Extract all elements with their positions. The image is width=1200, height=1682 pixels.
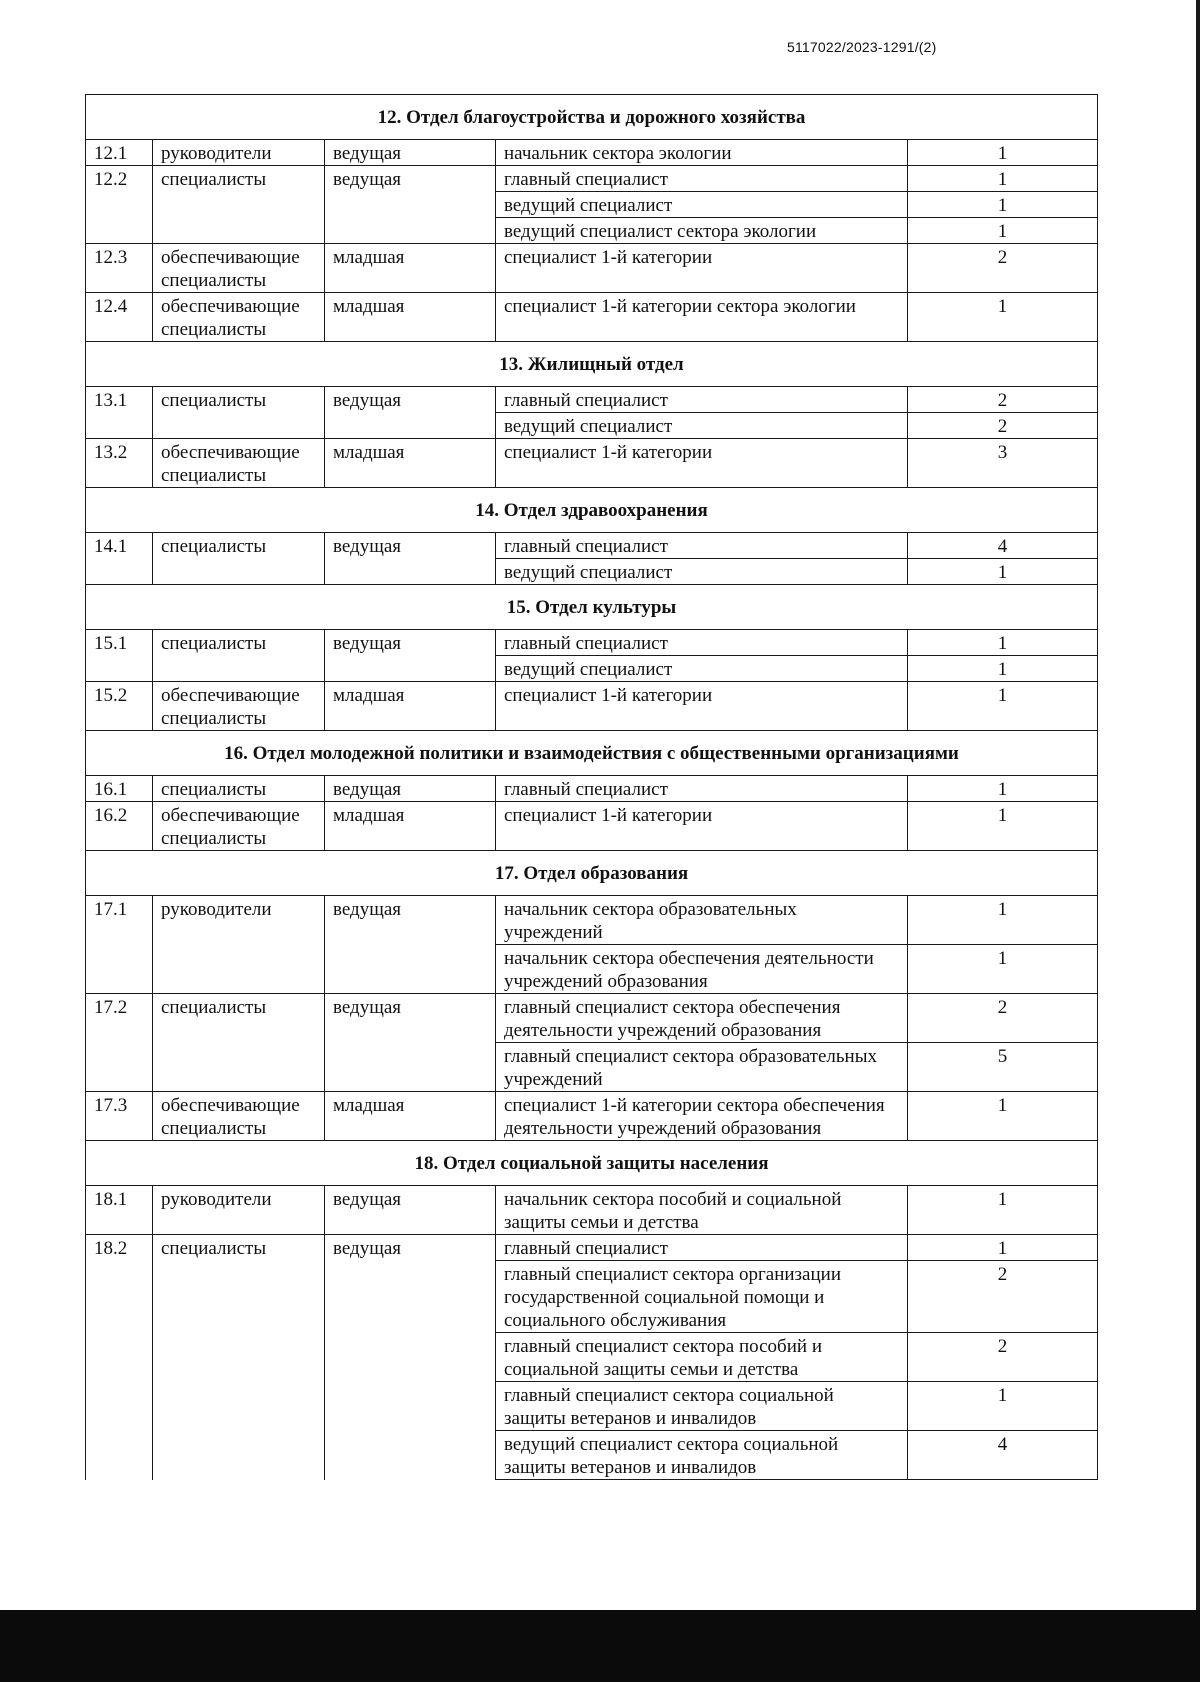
table-row xyxy=(86,1235,1098,1261)
section-header-row xyxy=(86,488,1098,533)
table-row xyxy=(86,244,1098,293)
position-category: ведущая xyxy=(325,387,496,439)
position-category: ведущая xyxy=(325,533,496,585)
position-name: главный специалист сектора образовательных учреждений xyxy=(496,1043,908,1092)
section-title: 18. Отдел социальной защиты населения xyxy=(86,1141,1098,1186)
section-title: 14. Отдел здравоохранения xyxy=(86,488,1098,533)
employee-group: специалисты xyxy=(153,533,325,585)
employee-group: обеспечивающие специалисты xyxy=(153,293,325,342)
position-name: главный специалист сектора пособий и социальной защиты семьи и детства xyxy=(496,1333,908,1382)
section-title: 12. Отдел благоустройства и дорожного хозяйства xyxy=(86,95,1098,140)
position-category: ведущая xyxy=(325,896,496,994)
staff-count: 1 xyxy=(908,218,1098,244)
table-row xyxy=(86,630,1098,656)
row-number: 15.2 xyxy=(86,682,153,731)
staff-count: 1 xyxy=(908,682,1098,731)
row-number: 12.3 xyxy=(86,244,153,293)
row-number: 15.1 xyxy=(86,630,153,682)
row-number: 14.1 xyxy=(86,533,153,585)
position-category: ведущая xyxy=(325,1235,496,1480)
position-name: специалист 1-й категории xyxy=(496,682,908,731)
staff-count: 1 xyxy=(908,656,1098,682)
section-header-row xyxy=(86,1141,1098,1186)
position-name: ведущий специалист xyxy=(496,192,908,218)
position-category: ведущая xyxy=(325,140,496,166)
position-name: ведущий специалист xyxy=(496,413,908,439)
section-header-row xyxy=(86,585,1098,630)
staff-count: 1 xyxy=(908,1382,1098,1431)
staff-count: 4 xyxy=(908,1431,1098,1480)
employee-group: специалисты xyxy=(153,630,325,682)
position-name: специалист 1-й категории сектора экологии xyxy=(496,293,908,342)
employee-group: специалисты xyxy=(153,387,325,439)
staff-count: 1 xyxy=(908,1092,1098,1141)
table-row xyxy=(86,1186,1098,1235)
position-name: ведущий специалист сектора экологии xyxy=(496,218,908,244)
row-number: 17.3 xyxy=(86,1092,153,1141)
table-row xyxy=(86,439,1098,488)
table-row xyxy=(86,802,1098,851)
row-number: 16.1 xyxy=(86,776,153,802)
position-name: главный специалист xyxy=(496,1235,908,1261)
employee-group: обеспечивающие специалисты xyxy=(153,244,325,293)
employee-group: специалисты xyxy=(153,166,325,244)
staff-count: 2 xyxy=(908,994,1098,1043)
scan-edge xyxy=(1196,0,1200,1682)
position-name: главный специалист xyxy=(496,630,908,656)
staff-count: 1 xyxy=(908,802,1098,851)
section-title: 15. Отдел культуры xyxy=(86,585,1098,630)
position-name: специалист 1-й категории xyxy=(496,244,908,293)
employee-group: специалисты xyxy=(153,1235,325,1480)
section-header-row xyxy=(86,851,1098,896)
staff-count: 2 xyxy=(908,1261,1098,1333)
row-number: 12.1 xyxy=(86,140,153,166)
employee-group: обеспечивающие специалисты xyxy=(153,1092,325,1141)
position-name: начальник сектора образовательных учреждений xyxy=(496,896,908,945)
staff-count: 2 xyxy=(908,1333,1098,1382)
position-name: ведущий специалист xyxy=(496,559,908,585)
scan-bottom-shadow xyxy=(0,1610,1200,1682)
employee-group: обеспечивающие специалисты xyxy=(153,682,325,731)
section-title: 13. Жилищный отдел xyxy=(86,342,1098,387)
position-name: начальник сектора обеспечения деятельности учреждений образования xyxy=(496,945,908,994)
position-name: главный специалист сектора социальной защиты ветеранов и инвалидов xyxy=(496,1382,908,1431)
section-header-row xyxy=(86,95,1098,140)
employee-group: руководители xyxy=(153,1186,325,1235)
position-category: младшая xyxy=(325,682,496,731)
position-category: младшая xyxy=(325,293,496,342)
position-name: главный специалист xyxy=(496,776,908,802)
position-name: специалист 1-й категории xyxy=(496,439,908,488)
position-category: ведущая xyxy=(325,776,496,802)
section-header-row xyxy=(86,731,1098,776)
staff-count: 2 xyxy=(908,413,1098,439)
position-category: младшая xyxy=(325,244,496,293)
row-number: 18.2 xyxy=(86,1235,153,1480)
staff-count: 2 xyxy=(908,387,1098,413)
table-row xyxy=(86,140,1098,166)
position-category: ведущая xyxy=(325,1186,496,1235)
staff-count: 5 xyxy=(908,1043,1098,1092)
staff-count: 1 xyxy=(908,945,1098,994)
staff-count: 1 xyxy=(908,559,1098,585)
table-row xyxy=(86,533,1098,559)
section-header-row xyxy=(86,342,1098,387)
position-category: младшая xyxy=(325,802,496,851)
employee-group: специалисты xyxy=(153,994,325,1092)
position-name: начальник сектора пособий и социальной защиты семьи и детства xyxy=(496,1186,908,1235)
position-name: специалист 1-й категории xyxy=(496,802,908,851)
row-number: 17.2 xyxy=(86,994,153,1092)
table-row xyxy=(86,994,1098,1043)
position-name: главный специалист xyxy=(496,533,908,559)
employee-group: руководители xyxy=(153,140,325,166)
position-category: ведущая xyxy=(325,630,496,682)
staff-count: 1 xyxy=(908,776,1098,802)
employee-group: обеспечивающие специалисты xyxy=(153,439,325,488)
row-number: 12.2 xyxy=(86,166,153,244)
staff-count: 1 xyxy=(908,166,1098,192)
staff-count: 1 xyxy=(908,192,1098,218)
document-number: 5117022/2023-1291/(2) xyxy=(787,39,937,55)
staff-count: 1 xyxy=(908,896,1098,945)
position-category: младшая xyxy=(325,1092,496,1141)
staff-schedule-table xyxy=(85,94,1098,1480)
position-name: ведущий специалист сектора социальной защиты ветеранов и инвалидов xyxy=(496,1431,908,1480)
staff-count: 1 xyxy=(908,1186,1098,1235)
staff-count: 4 xyxy=(908,533,1098,559)
employee-group: специалисты xyxy=(153,776,325,802)
position-category: младшая xyxy=(325,439,496,488)
position-category: ведущая xyxy=(325,994,496,1092)
row-number: 18.1 xyxy=(86,1186,153,1235)
staff-count: 1 xyxy=(908,293,1098,342)
row-number: 16.2 xyxy=(86,802,153,851)
section-title: 17. Отдел образования xyxy=(86,851,1098,896)
staff-count: 1 xyxy=(908,1235,1098,1261)
position-name: начальник сектора экологии xyxy=(496,140,908,166)
row-number: 13.1 xyxy=(86,387,153,439)
table-row xyxy=(86,293,1098,342)
position-name: главный специалист сектора обеспечения деятельности учреждений образования xyxy=(496,994,908,1043)
position-name: главный специалист xyxy=(496,387,908,413)
row-number: 17.1 xyxy=(86,896,153,994)
position-name: главный специалист сектора организации государственной социальной помощи и социального обслуживания xyxy=(496,1261,908,1333)
staff-count: 1 xyxy=(908,630,1098,656)
table-row xyxy=(86,166,1098,192)
staff-count: 1 xyxy=(908,140,1098,166)
table-row xyxy=(86,896,1098,945)
position-name: специалист 1-й категории сектора обеспечения деятельности учреждений образования xyxy=(496,1092,908,1141)
position-name: ведущий специалист xyxy=(496,656,908,682)
table-row xyxy=(86,1092,1098,1141)
employee-group: обеспечивающие специалисты xyxy=(153,802,325,851)
table-row xyxy=(86,776,1098,802)
table-row xyxy=(86,682,1098,731)
employee-group: руководители xyxy=(153,896,325,994)
position-category: ведущая xyxy=(325,166,496,244)
table-row xyxy=(86,387,1098,413)
section-title: 16. Отдел молодежной политики и взаимодействия с общественными организациями xyxy=(86,731,1098,776)
row-number: 13.2 xyxy=(86,439,153,488)
staff-count: 3 xyxy=(908,439,1098,488)
staff-count: 2 xyxy=(908,244,1098,293)
row-number: 12.4 xyxy=(86,293,153,342)
position-name: главный специалист xyxy=(496,166,908,192)
